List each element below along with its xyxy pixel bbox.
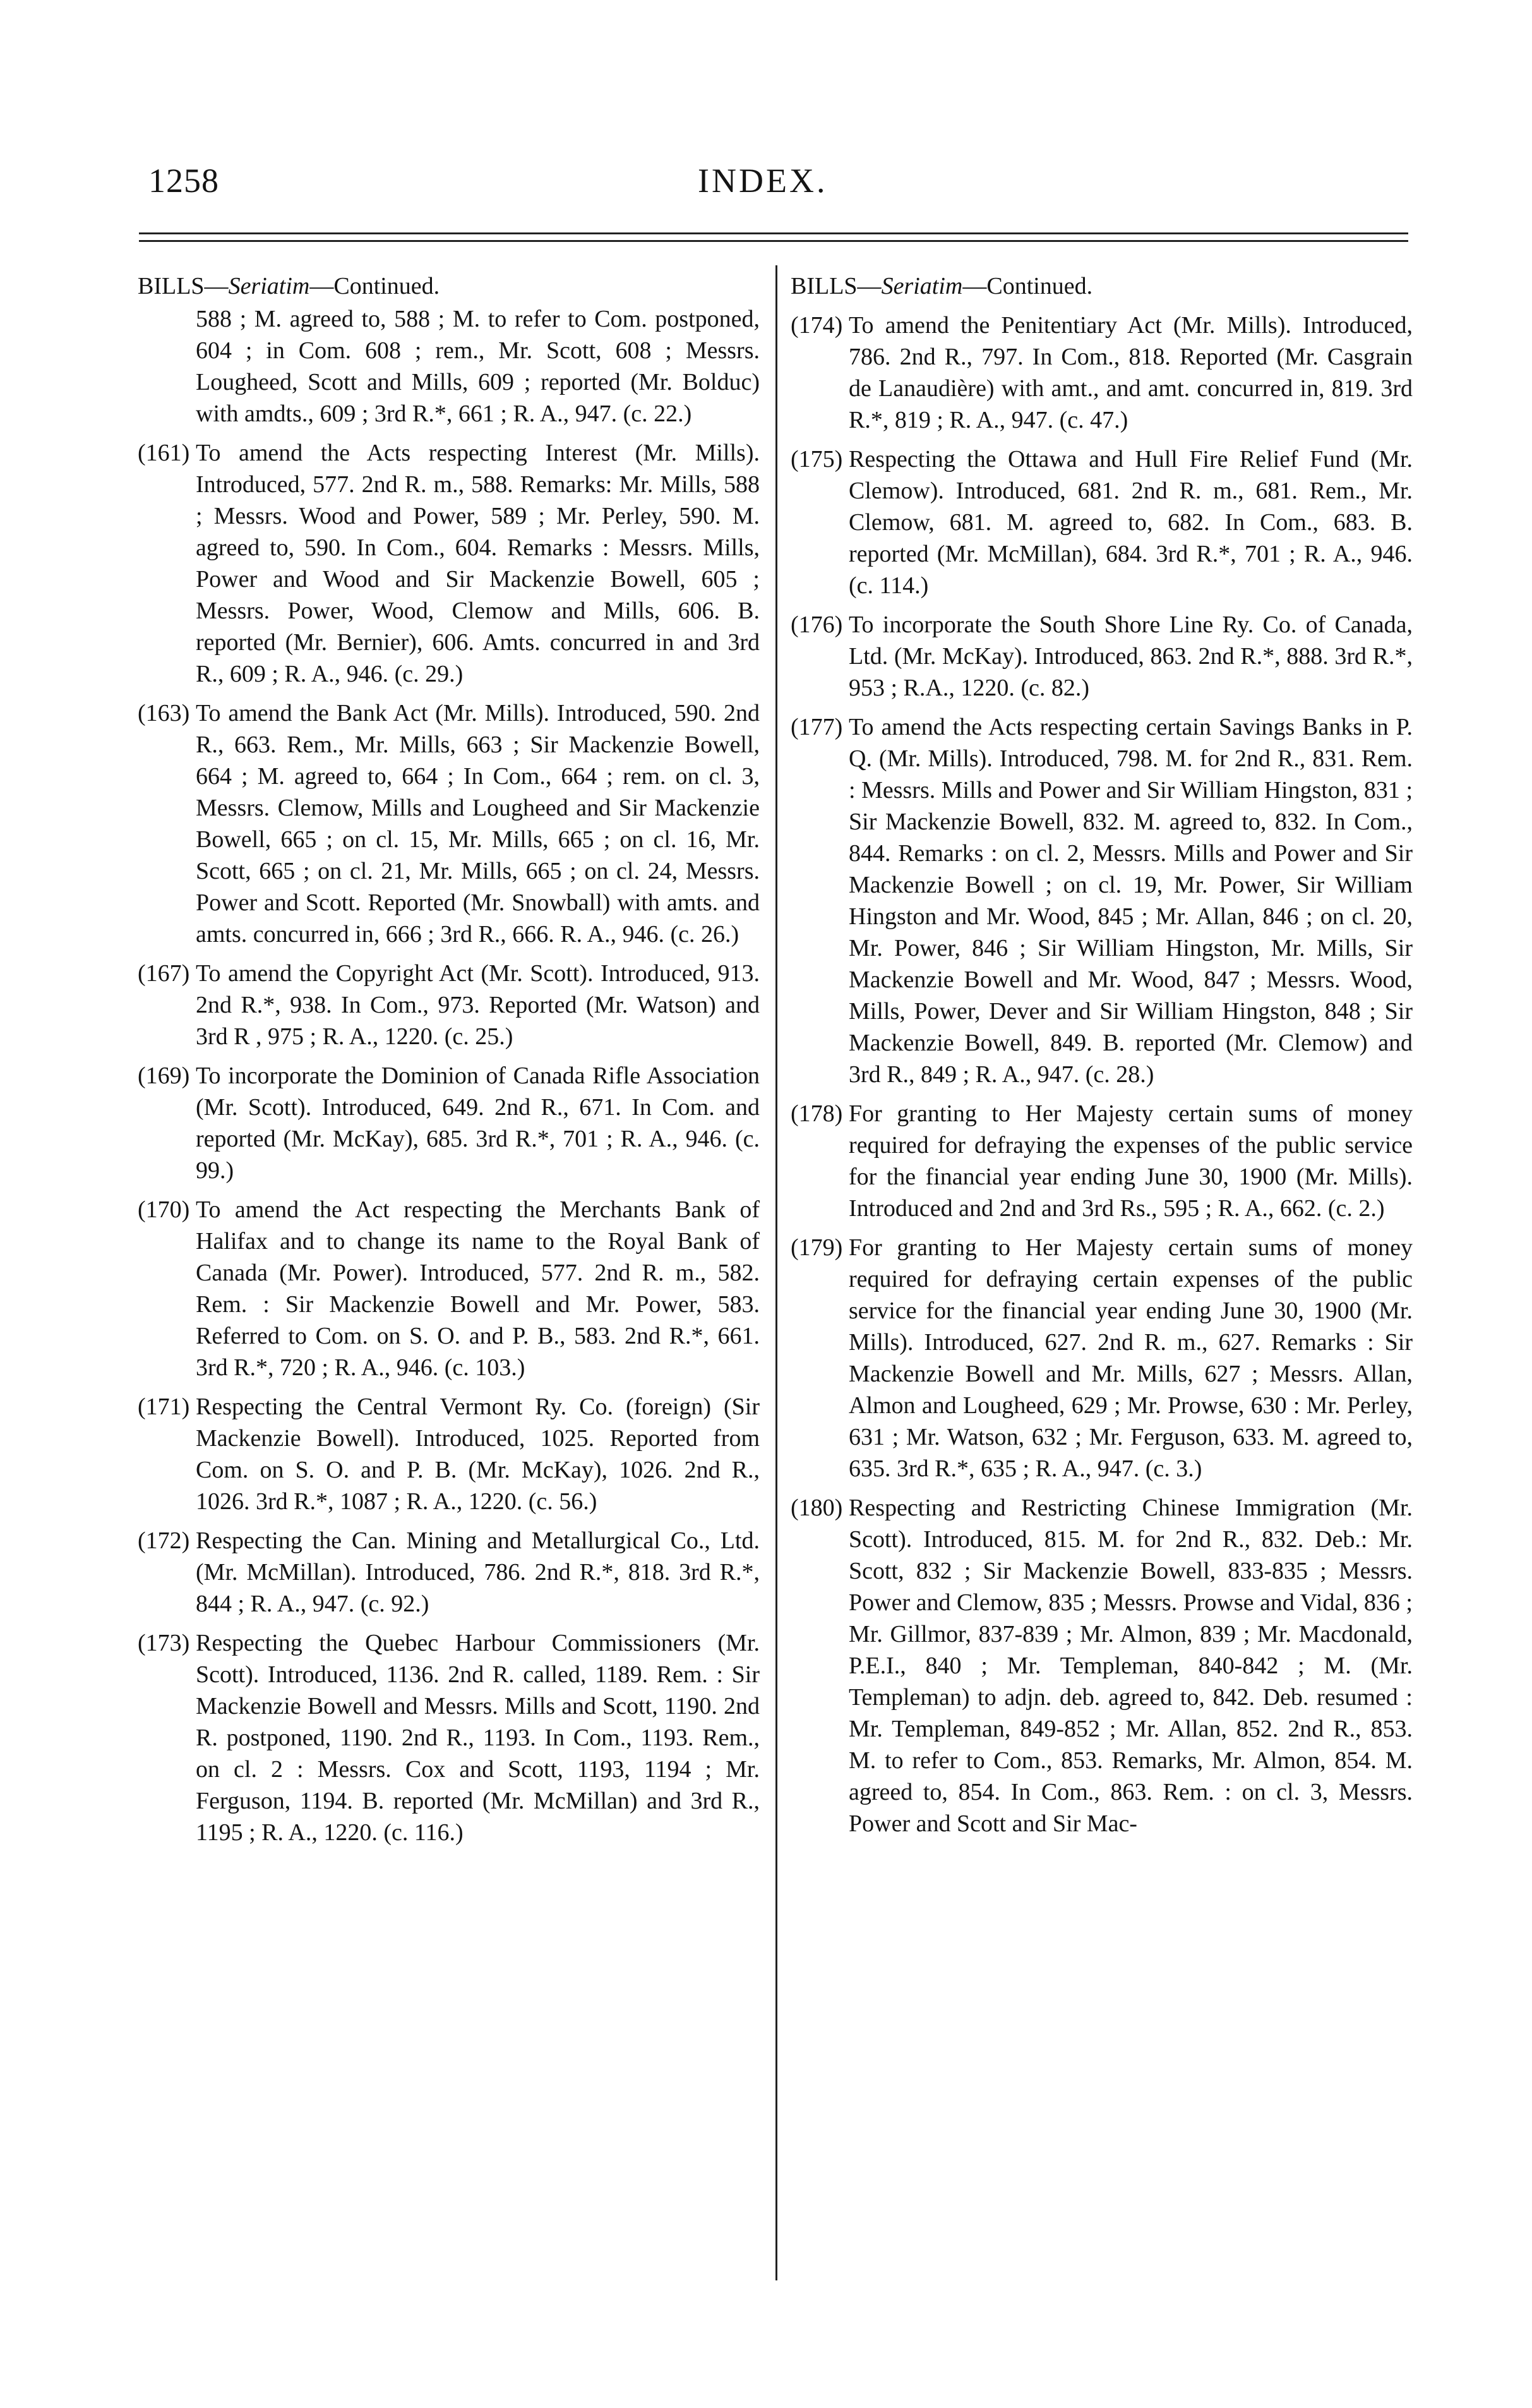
left-entry-list	[138, 437, 760, 1848]
bill-number: (161)	[138, 440, 190, 466]
bill-text: Respecting the Ottawa and Hull Fire Relief Fund (Mr. Clemow). Introduced, 681. 2nd R. m., 681. Rem., Mr. Clemow, 681. M. agreed to, 682. In Com., 683. B. reported (Mr. McMillan), 684. 3rd R.*, 701 ; R. A., 946. (c. 114.)	[849, 446, 1413, 599]
bill-entry	[138, 1060, 760, 1186]
page-title: INDEX.	[698, 162, 828, 200]
section-heading	[791, 270, 1413, 302]
page-number: 1258	[148, 162, 219, 200]
bill-entry	[791, 1232, 1413, 1484]
bill-entry	[138, 437, 760, 690]
section-heading-main: BILLS—	[138, 273, 229, 299]
bill-entry	[791, 443, 1413, 601]
bill-number: (167)	[138, 960, 190, 987]
right-entry-list	[791, 310, 1413, 1839]
bill-number: (169)	[138, 1063, 190, 1089]
bill-text: For granting to Her Majesty certain sums of money required for defraying the expenses of the public service for the financial year ending June 30, 1900 (Mr. Mills). Introduced and 2nd and 3rd Rs., 595 ; R. A., 662. (c. 2.)	[849, 1100, 1413, 1222]
bill-entry	[138, 1627, 760, 1848]
bill-text: For granting to Her Majesty certain sums of money required for defraying certain expenses of the public service for the financial year ending June 30, 1900 (Mr. Mills). Introduced, 627. 2nd R. m., 627. Remarks : Sir Mackenzie Bowell and Mr. Mills, 627 ; Messrs. Allan, Almon and Lougheed, 629 ; Mr. Prowse, 630 : Mr. Perley, 631 ; Mr. Watson, 632 ; Mr. Ferguson, 633. M. agreed to, 635. 3rd R.*, 635 ; R. A., 947. (c. 3.)	[849, 1234, 1413, 1482]
section-heading	[138, 270, 760, 302]
bill-number: (170)	[138, 1196, 190, 1223]
section-heading-italic: Seriatim	[228, 273, 310, 299]
right-column	[791, 270, 1413, 1839]
bill-text: To incorporate the South Shore Line Ry. Co. of Canada, Ltd. (Mr. McKay). Introduced, 863. 2nd R.*, 888. 3rd R.*, 953 ; R.A., 1220. (c. 82.)	[849, 611, 1413, 701]
bill-entry	[138, 1525, 760, 1620]
bill-number: (180)	[791, 1495, 843, 1521]
bill-number: (163)	[138, 700, 190, 726]
section-heading-main: BILLS—	[791, 273, 882, 299]
section-heading-tail: —Continued.	[962, 273, 1093, 299]
bill-text: To amend the Penitentiary Act (Mr. Mills). Introduced, 786. 2nd R., 797. In Com., 818. Reported (Mr. Casgrain de Lanaudière) with amt., and amt. concurred in, 819. 3rd R.*, 819 ; R. A., 947. (c. 47.)	[849, 312, 1413, 433]
bill-entry	[791, 711, 1413, 1090]
bill-text: Respecting and Restricting Chinese Immigration (Mr. Scott). Introduced, 815. M. for 2nd R., 832. Deb.: Mr. Scott, 832 ; Sir Mackenzie Bowell, 833-835 ; Messrs. Power and Clemow, 835 ; Messrs. Prowse and Vidal, 836 ; Mr. Gillmor, 837-839 ; Mr. Almon, 839 ; Mr. Macdonald, P.E.I., 840 ; Mr. Templeman, 840-842 ; M. (Mr. Templeman) to adjn. deb. agreed to, 842. Deb. resumed : Mr. Templeman, 849-852 ; Mr. Allan, 852. 2nd R., 853. M. to refer to Com., 853. Remarks, Mr. Almon, 854. M. agreed to, 854. In Com., 863. Rem. : on cl. 3, Messrs. Power and Scott and Sir Mac-	[849, 1495, 1413, 1837]
bill-entry	[138, 1194, 760, 1383]
bill-number: (173)	[138, 1630, 190, 1656]
column-divider	[775, 265, 777, 2280]
bill-entry	[138, 958, 760, 1052]
header-rule-bottom	[139, 240, 1408, 242]
section-heading-italic: Seriatim	[881, 273, 963, 299]
bill-text: To amend the Bank Act (Mr. Mills). Introduced, 590. 2nd R., 663. Rem., Mr. Mills, 663 ; Sir Mackenzie Bowell, 664 ; M. agreed to, 664 ; In Com., 664 ; rem. on cl. 3, Messrs. Clemow, Mills and Lougheed and Sir Mackenzie Bowell, 665 ; on cl. 15, Mr. Mills, 665 ; on cl. 16, Mr. Scott, 665 ; on cl. 21, Mr. Mills, 665 ; on cl. 24, Messrs. Power and Scott. Reported (Mr. Snowball) with amts. and amts. concurred in, 666 ; 3rd R., 666. R. A., 946. (c. 26.)	[196, 700, 760, 948]
bill-number: (175)	[791, 446, 843, 473]
section-heading-tail: —Continued.	[309, 273, 440, 299]
bill-text: Respecting the Central Vermont Ry. Co. (foreign) (Sir Mackenzie Bowell). Introduced, 1025. Reported from Com. on S. O. and P. B. (Mr. McKay), 1026. 2nd R., 1026. 3rd R.*, 1087 ; R. A., 1220. (c. 56.)	[196, 1394, 760, 1515]
bill-text: Respecting the Can. Mining and Metallurgical Co., Ltd. (Mr. McMillan). Introduced, 786. 2nd R.*, 818. 3rd R.*, 844 ; R. A., 947. (c. 92.)	[196, 1527, 760, 1617]
bill-entry	[791, 1492, 1413, 1839]
bill-entry	[791, 609, 1413, 704]
bill-text: Respecting the Quebec Harbour Commissioners (Mr. Scott). Introduced, 1136. 2nd R. called, 1189. Rem. : Sir Mackenzie Bowell and Messrs. Mills and Scott, 1190. 2nd R. postponed, 1190. 2nd R., 1193. In Com., 1193. Rem., on cl. 2 : Messrs. Cox and Scott, 1193, 1194 ; Mr. Ferguson, 1194. B. reported (Mr. McMillan) and 3rd R., 1195 ; R. A., 1220. (c. 116.)	[196, 1630, 760, 1846]
bill-text: To amend the Acts respecting Interest (Mr. Mills). Introduced, 577. 2nd R. m., 588. Remarks: Mr. Mills, 588 ; Messrs. Wood and Power, 589 ; Mr. Perley, 590. M. agreed to, 590. In Com., 604. Remarks : Messrs. Mills, Power and Wood and Sir Mackenzie Bowell, 605 ; Messrs. Power, Wood, Clemow and Mills, 606. B. reported (Mr. Bernier), 606. Amts. concurred in and 3rd R., 609 ; R. A., 946. (c. 29.)	[196, 440, 760, 687]
left-column	[138, 270, 760, 1848]
bill-number: (172)	[138, 1527, 190, 1554]
bill-entry	[138, 697, 760, 950]
bill-number: (177)	[791, 714, 843, 740]
bill-number: (178)	[791, 1100, 843, 1127]
bill-text: To amend the Copyright Act (Mr. Scott). Introduced, 913. 2nd R.*, 938. In Com., 973. Reported (Mr. Watson) and 3rd R , 975 ; R. A., 1220. (c. 25.)	[196, 960, 760, 1050]
continuation-text: 588 ; M. agreed to, 588 ; M. to refer to Com. postponed, 604 ; in Com. 608 ; rem., Mr. Scott, 608 ; Messrs. Lougheed, Scott and Mills, 609 ; reported (Mr. Bolduc) with amdts., 609 ; 3rd R.*, 661 ; R. A., 947. (c. 22.)	[196, 306, 760, 427]
bill-entry	[791, 1098, 1413, 1224]
bill-entry	[791, 310, 1413, 436]
header-rule-top	[139, 232, 1408, 234]
bill-text: To amend the Acts respecting certain Savings Banks in P. Q. (Mr. Mills). Introduced, 798. M. for 2nd R., 831. Rem. : Messrs. Mills and Power and Sir William Hingston, 831 ; Sir Mackenzie Bowell, 832. M. agreed to, 832. In Com., 844. Remarks : on cl. 2, Messrs. Mills and Power and Sir Mackenzie Bowell ; on cl. 19, Mr. Power, Sir William Hingston and Mr. Wood, 845 ; Mr. Allan, 846 ; on cl. 20, Mr. Power, 846 ; Sir William Hingston, Mr. Mills, Sir Mackenzie Bowell and Mr. Wood, 847 ; Messrs. Wood, Mills, Power, Dever and Sir William Hingston, 848 ; Sir Mackenzie Bowell, 849. B. reported (Mr. Clemow) and 3rd R., 849 ; R. A., 947. (c. 28.)	[849, 714, 1413, 1088]
bill-text: To amend the Act respecting the Merchants Bank of Halifax and to change its name to the Royal Bank of Canada (Mr. Power). Introduced, 577. 2nd R. m., 582. Rem. : Sir Mackenzie Bowell and Mr. Power, 583. Referred to Com. on S. O. and P. B., 583. 2nd R.*, 661. 3rd R.*, 720 ; R. A., 946. (c. 103.)	[196, 1196, 760, 1381]
bill-number: (171)	[138, 1394, 190, 1420]
bill-entry	[138, 1391, 760, 1517]
bill-text: To incorporate the Dominion of Canada Rifle Association (Mr. Scott). Introduced, 649. 2nd R., 671. In Com. and reported (Mr. McKay), 685. 3rd R.*, 701 ; R. A., 946. (c. 99.)	[196, 1063, 760, 1184]
bill-number: (174)	[791, 312, 843, 339]
bill-number: (176)	[791, 611, 843, 638]
bill-number: (179)	[791, 1234, 843, 1261]
